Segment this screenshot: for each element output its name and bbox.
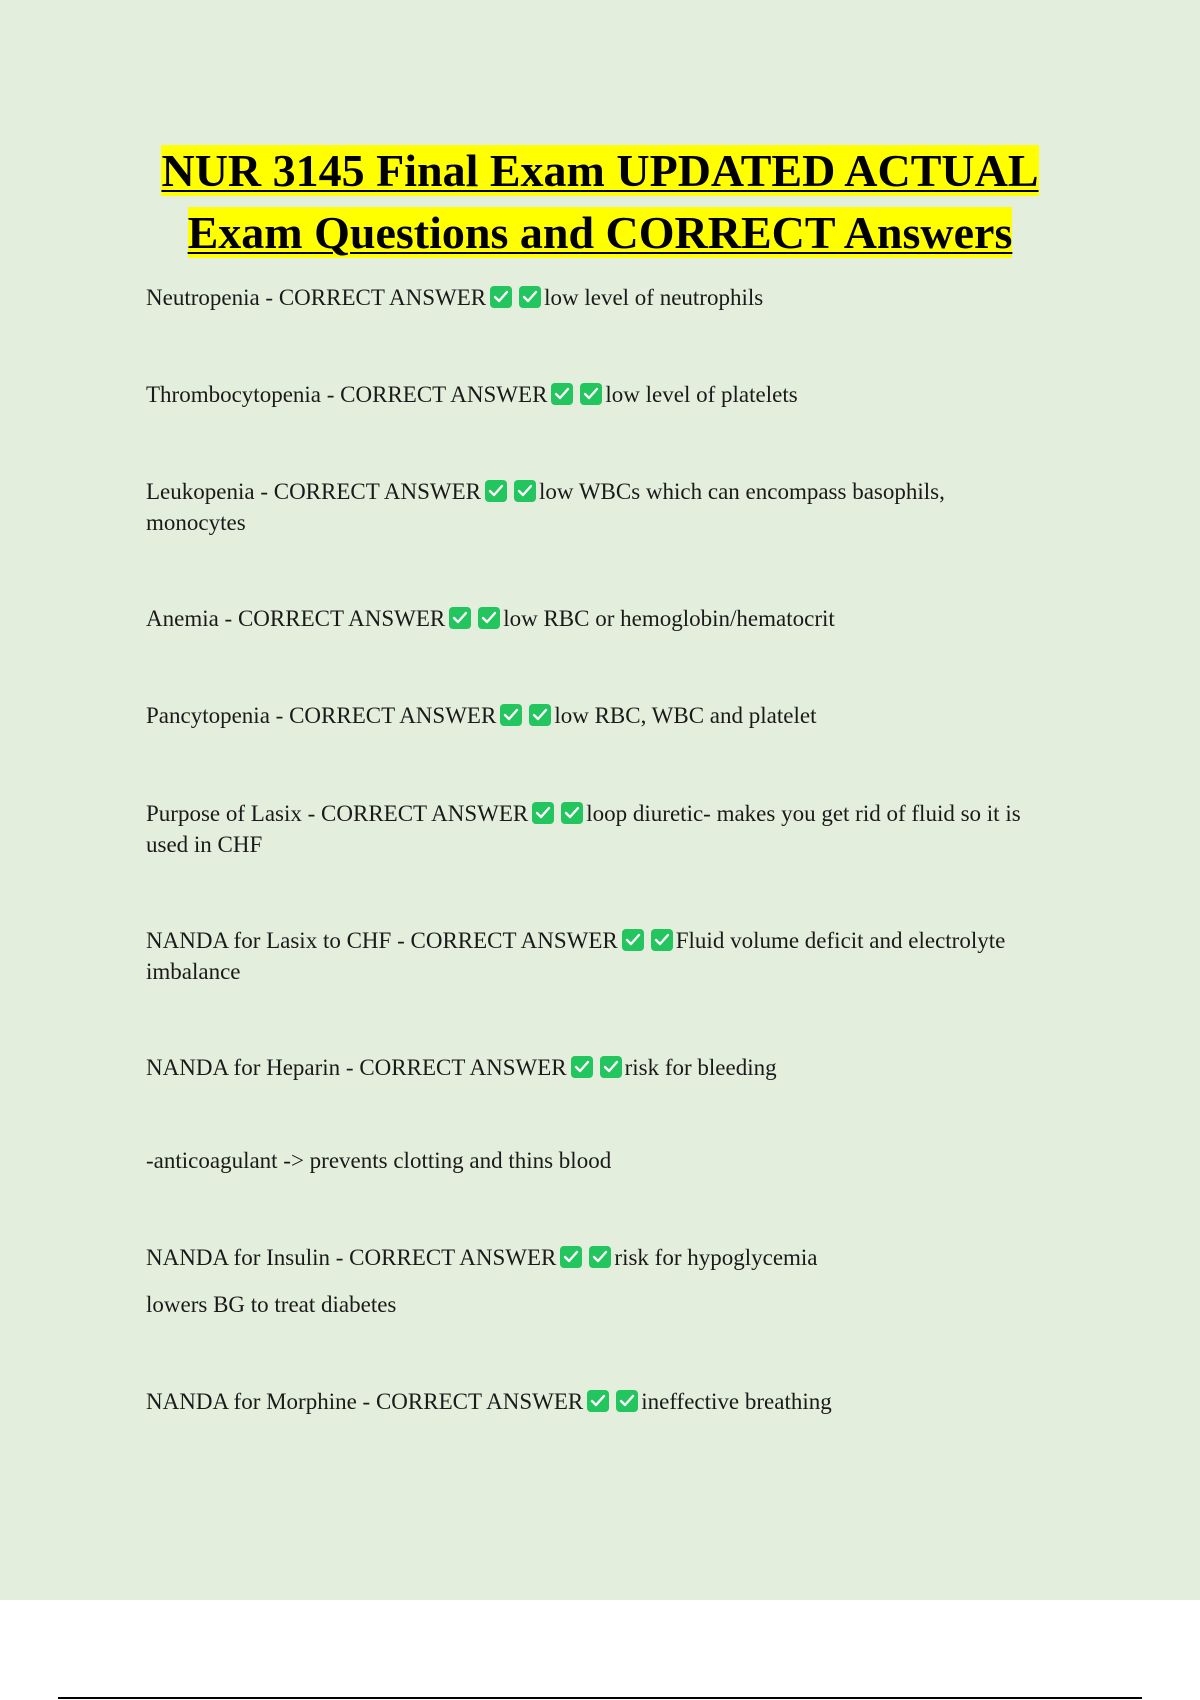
qa-entry — [146, 1386, 1086, 1417]
question-text: Neutropenia - CORRECT ANSWER — [146, 285, 487, 310]
answer-continuation: imbalance — [146, 959, 241, 984]
question-text: NANDA for Lasix to CHF - CORRECT ANSWER — [146, 928, 618, 953]
check-mark-button-icon — [589, 1246, 611, 1268]
check-mark-button-icon — [600, 1056, 622, 1078]
qa-entry — [146, 476, 1086, 538]
check-mark-button-icon — [560, 1246, 582, 1268]
check-mark-button-icon — [571, 1056, 593, 1078]
question-text: Purpose of Lasix - CORRECT ANSWER — [146, 801, 529, 826]
qa-entry — [146, 379, 1086, 410]
answer-continuation: lowers BG to treat diabetes — [146, 1292, 397, 1317]
check-mark-button-icon — [580, 383, 602, 405]
qa-note — [146, 1145, 1086, 1176]
question-text: Leukopenia - CORRECT ANSWER — [146, 479, 481, 504]
question-text: Anemia - CORRECT ANSWER — [146, 606, 446, 631]
qa-entry — [146, 282, 1086, 313]
answer-text: ineffective breathing — [641, 1389, 832, 1414]
question-text: NANDA for Heparin - CORRECT ANSWER — [146, 1055, 567, 1080]
answer-continuation: monocytes — [146, 510, 246, 535]
check-mark-button-icon — [490, 286, 512, 308]
check-mark-button-icon — [532, 802, 554, 824]
check-mark-button-icon — [529, 704, 551, 726]
check-mark-button-icon — [478, 607, 500, 629]
check-mark-button-icon — [561, 802, 583, 824]
check-mark-button-icon — [514, 480, 536, 502]
check-mark-button-icon — [587, 1390, 609, 1412]
note-text: -anticoagulant -> prevents clotting and thins blood — [146, 1148, 612, 1173]
answer-text: risk for hypoglycemia — [614, 1245, 818, 1270]
qa-entry — [146, 1242, 1086, 1320]
answer-text: risk for bleeding — [624, 1055, 777, 1080]
footer-divider — [58, 1697, 1142, 1699]
page-title — [0, 140, 1200, 264]
check-mark-button-icon — [622, 929, 644, 951]
check-mark-button-icon — [616, 1390, 638, 1412]
answer-text: low level of neutrophils — [544, 285, 764, 310]
check-mark-button-icon — [651, 929, 673, 951]
check-mark-button-icon — [485, 480, 507, 502]
qa-entry — [146, 798, 1086, 860]
answer-text: low RBC or hemoglobin/hematocrit — [503, 606, 835, 631]
answer-text: loop diuretic- makes you get rid of fluid so it is — [586, 801, 1021, 826]
question-text: Thrombocytopenia - CORRECT ANSWER — [146, 382, 548, 407]
check-mark-button-icon — [449, 607, 471, 629]
answer-continuation: used in CHF — [146, 832, 263, 857]
question-text: Pancytopenia - CORRECT ANSWER — [146, 703, 497, 728]
qa-entry — [146, 700, 1086, 731]
question-text: NANDA for Insulin - CORRECT ANSWER — [146, 1245, 557, 1270]
title-line-2: Exam Questions and CORRECT Answers — [187, 207, 1013, 258]
question-text: NANDA for Morphine - CORRECT ANSWER — [146, 1389, 584, 1414]
check-mark-button-icon — [500, 704, 522, 726]
title-line-1: NUR 3145 Final Exam UPDATED ACTUAL — [161, 145, 1039, 196]
qa-entry — [146, 603, 1086, 634]
qa-entry — [146, 1052, 1086, 1083]
check-mark-button-icon — [519, 286, 541, 308]
qa-entry — [146, 925, 1086, 987]
check-mark-button-icon — [551, 383, 573, 405]
answer-text: low WBCs which can encompass basophils, — [538, 479, 945, 504]
answer-text: low RBC, WBC and platelet — [554, 703, 817, 728]
answer-text: Fluid volume deficit and electrolyte — [675, 928, 1006, 953]
answer-text: low level of platelets — [605, 382, 798, 407]
